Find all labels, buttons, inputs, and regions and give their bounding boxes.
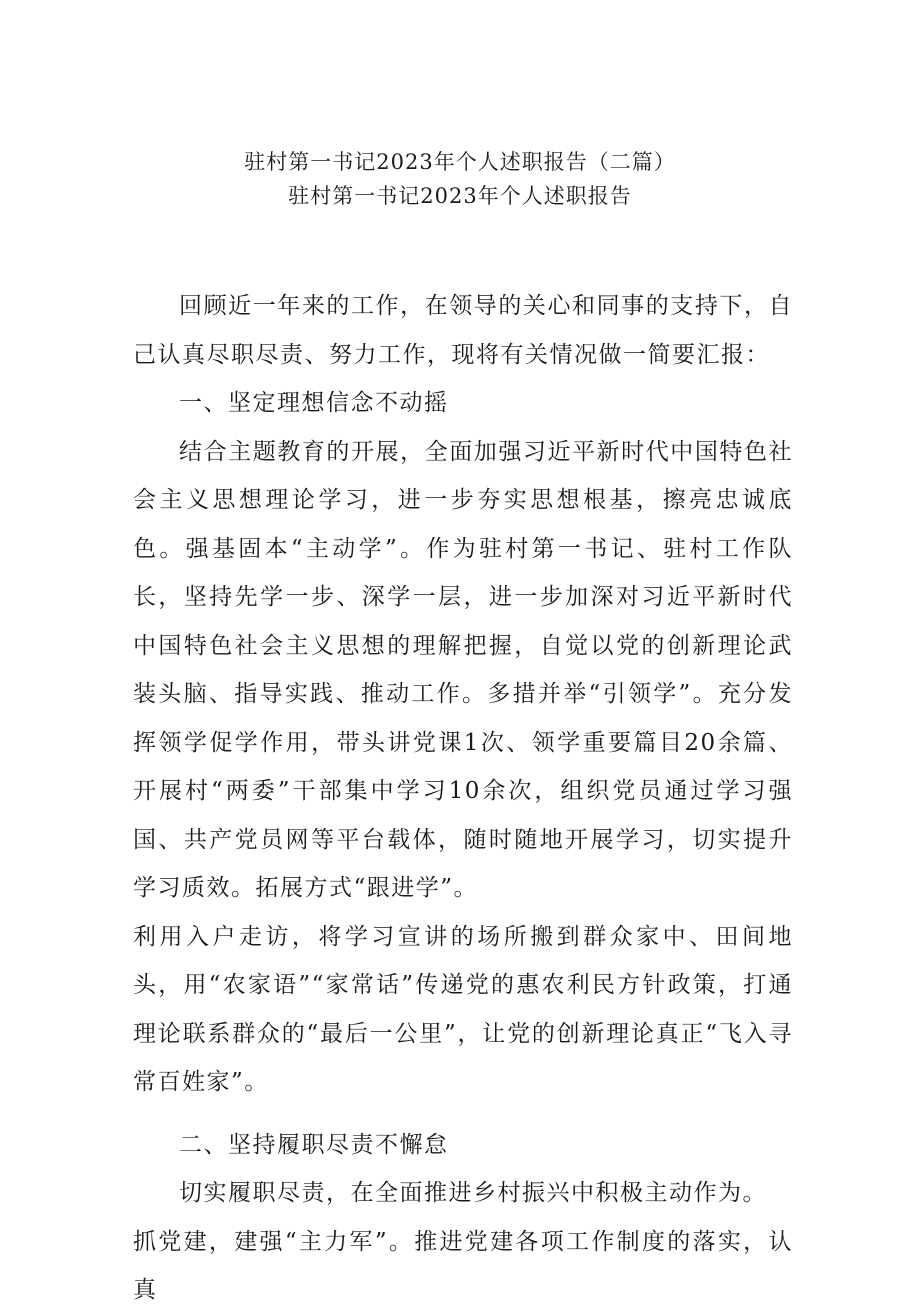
section-heading-1: 一、坚定理想信念不动摇 (179, 390, 449, 416)
document-title: 驻村第一书记2023年个人述职报告（二篇） (244, 150, 676, 174)
paragraph-gap (133, 1107, 793, 1121)
section-2-paragraph: 抓党建，建强“主力军”。推进党建各项工作制度的落实，认真 (133, 1228, 793, 1303)
document-body (133, 282, 793, 1315)
intro-paragraph: 回顾近一年来的工作，在领导的关心和同事的支持下，自己认真尽职尽责、努力工作，现将有关情况做一简要汇报： (133, 293, 793, 368)
section-1-paragraph: 结合主题教育的开展，全面加强习近平新时代中国特色社会主义思想理论学习，进一步夯实思想根基，擦亮忠诚底色。强基固本“主动学”。作为驻村第一书记、驻村工作队长，坚持先学一步、深学一层，进一步加深对习近平新时代中国特色社会主义思想的理解把握，自觉以党的创新理论武装头脑、指导实践、推动工作。多措并举“引领学”。充分发挥领学促学作用，带头讲党课1次、领学重要篇目20余篇、开展村“两委”干部集中学习10余次，组织党员通过学习强国、共产党员网等平台载体，随时随地开展学习，切实提升学习质效。拓展方式“跟进学”。 (133, 438, 793, 901)
section-1-paragraph-continued: 利用入户走访，将学习宣讲的场所搬到群众家中、田间地头，用“农家语”“家常话”传递党的惠农利民方针政策，打通理论联系群众的“最后一公里”，让党的创新理论真正“飞入寻常百姓家”。 (133, 923, 793, 1095)
section-2-intro: 切实履职尽责，在全面推进乡村振兴中积极主动作为。 (179, 1180, 767, 1206)
document-subtitle: 驻村第一书记2023年个人述职报告 (288, 184, 632, 208)
section-heading-2: 二、坚持履职尽责不懈怠 (179, 1131, 449, 1158)
